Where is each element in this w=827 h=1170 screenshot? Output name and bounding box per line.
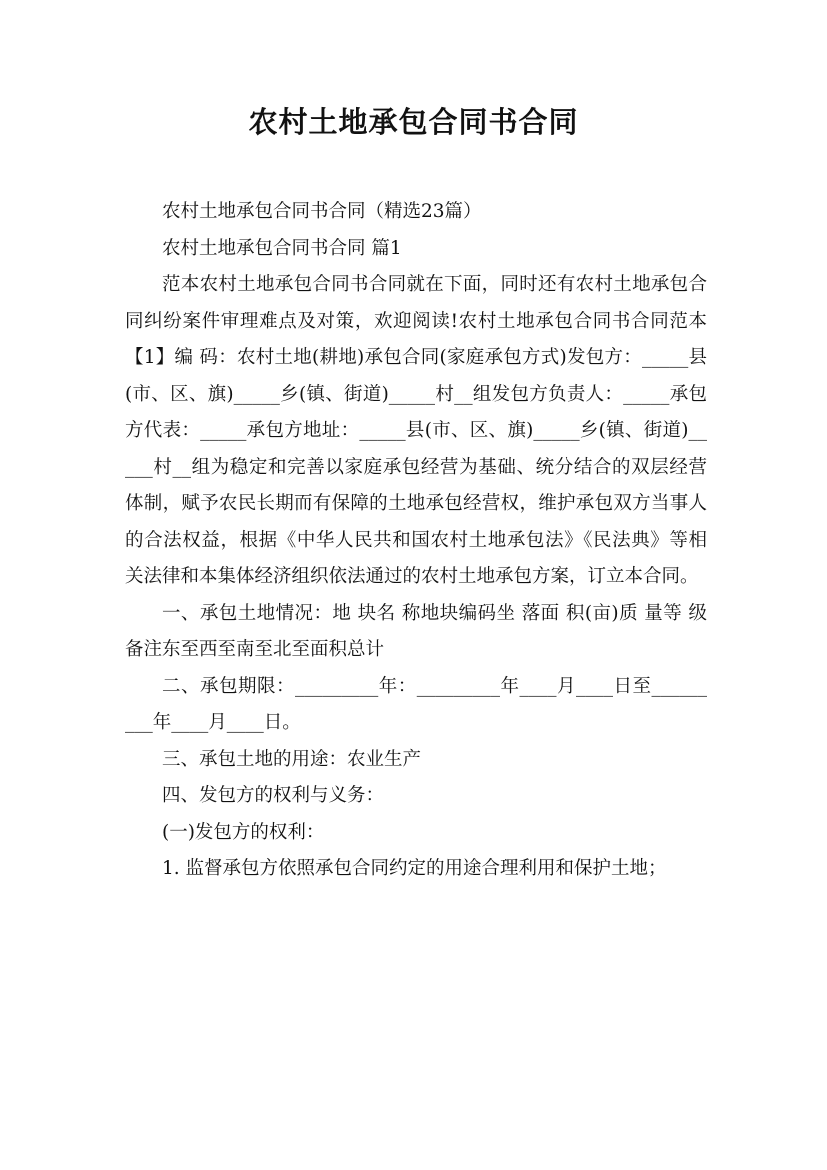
- paragraph-land-use: 三、承包土地的用途：农业生产: [162, 748, 422, 770]
- document-title: 农村土地承包合同书合同: [248, 105, 579, 139]
- paragraph-rights-duties: 四、发包方的权利与义务：: [162, 785, 385, 806]
- document-body: [125, 194, 707, 888]
- paragraph-land-situation: 一、承包土地情况：地 块名 称地块编码坐 落面 积(亩)质 量等 级备注东至西至南至北至面积总计: [125, 602, 707, 660]
- paragraph-item-1: 1. 监督承包方依照承包合同约定的用途合理利用和保护土地；: [162, 858, 667, 879]
- paragraph-intro: 范本农村土地承包合同书合同就在下面，同时还有农村土地承包合同纠纷案件审理难点及对策，欢迎阅读!农村土地承包合同书合同范本【1】编 码：农村土地(耕地)承包合同(家庭承包方式)发包方：_____县(市、区、旗)_____乡(镇、街道)_____村__组发包方负责人：_____承包方代表：_____承包方地址：_____县(市、区、旗)_____乡(镇、街道)_____村__组为稳定和完善以家庭承包经营为基础、统分结合的双层经营体制，赋予农民长期而有保障的土地承包经营权，维护承包双方当事人的合法权益，根据《中华人民共和国农村土地承包法》《民法典》等相关法律和本集体经济组织依法通过的农村土地承包方案，订立本合同。: [125, 274, 707, 587]
- paragraph-section-heading: 农村土地承包合同书合同 篇1: [162, 237, 402, 259]
- paragraph-subtitle: 农村土地承包合同书合同（精选23篇）: [162, 201, 482, 222]
- paragraph-issuer-rights: (一)发包方的权利：: [162, 821, 325, 843]
- paragraph-contract-term: 二、承包期限：_________年：_________年____月____日至_________年____月____日。: [125, 675, 707, 733]
